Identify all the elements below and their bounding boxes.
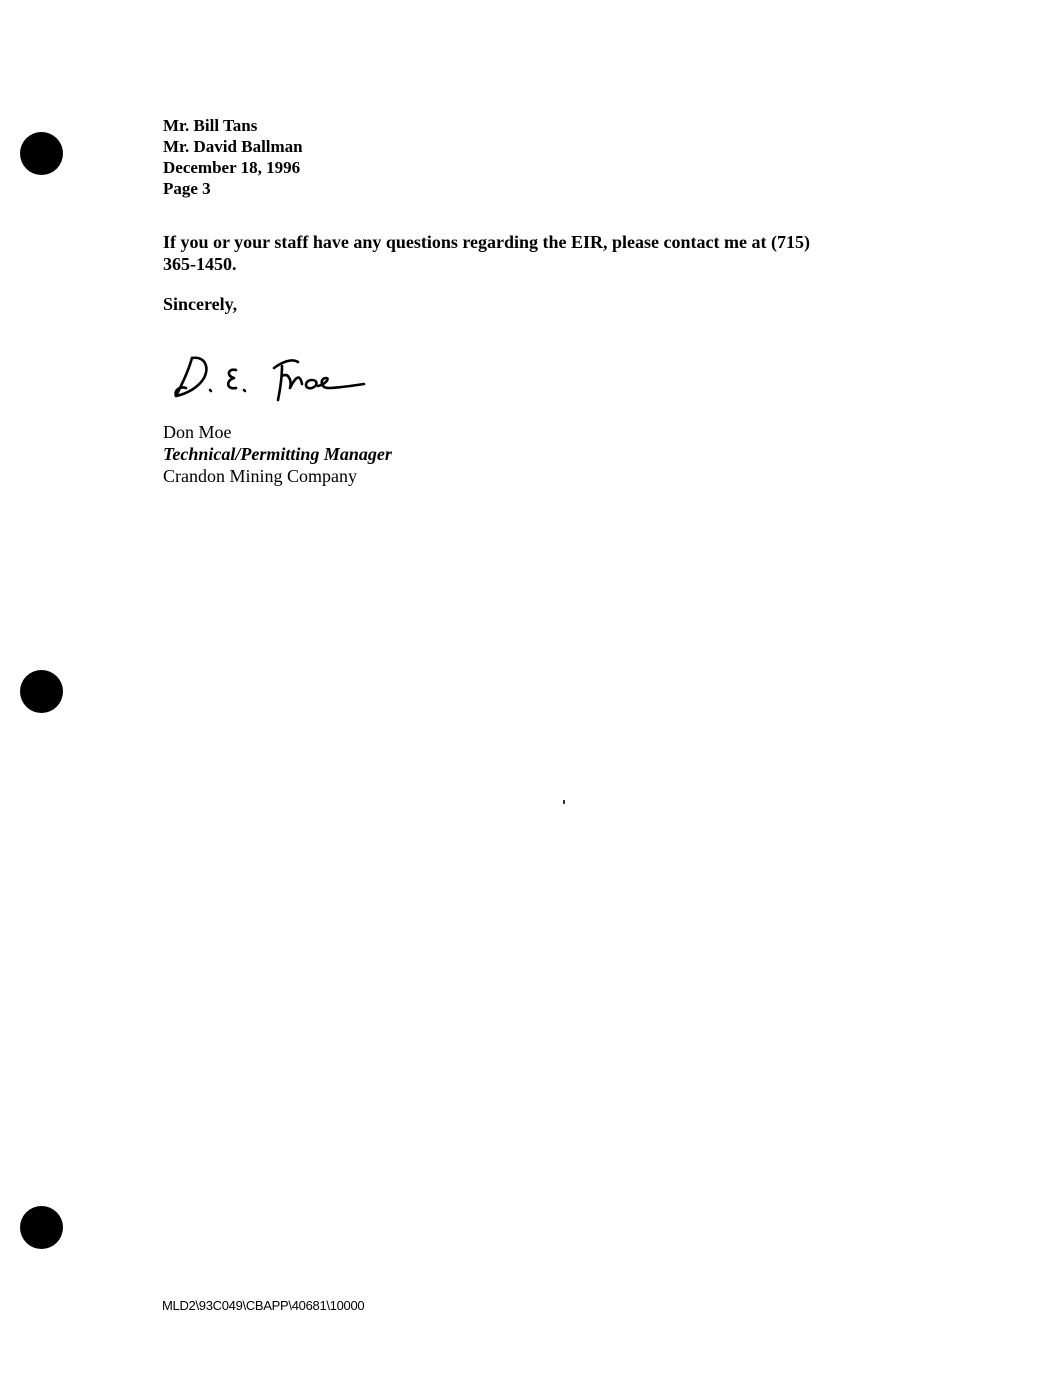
document-code: MLD2\93C049\CBAPP\40681\10000 bbox=[162, 1298, 365, 1313]
letter-date: December 18, 1996 bbox=[163, 158, 301, 177]
letter-header bbox=[163, 115, 883, 199]
closing-salutation: Sincerely, bbox=[163, 294, 238, 314]
scan-speck bbox=[563, 800, 565, 804]
signer-name: Don Moe bbox=[163, 422, 232, 442]
signature-block bbox=[163, 421, 392, 487]
recipient-line-2: Mr. David Ballman bbox=[163, 137, 303, 156]
handwritten-signature bbox=[170, 350, 370, 405]
page-number: Page 3 bbox=[163, 179, 211, 198]
punch-hole-bottom bbox=[20, 1206, 63, 1249]
signer-company: Crandon Mining Company bbox=[163, 466, 357, 486]
body-paragraph: If you or your staff have any questions regarding the EIR, please contact me at (715) 365-1450. bbox=[163, 232, 810, 274]
signer-title: Technical/Permitting Manager bbox=[163, 444, 392, 464]
recipient-line-1: Mr. Bill Tans bbox=[163, 116, 258, 135]
punch-hole-top bbox=[20, 132, 63, 175]
letter-body bbox=[163, 115, 883, 315]
punch-hole-middle bbox=[20, 670, 63, 713]
